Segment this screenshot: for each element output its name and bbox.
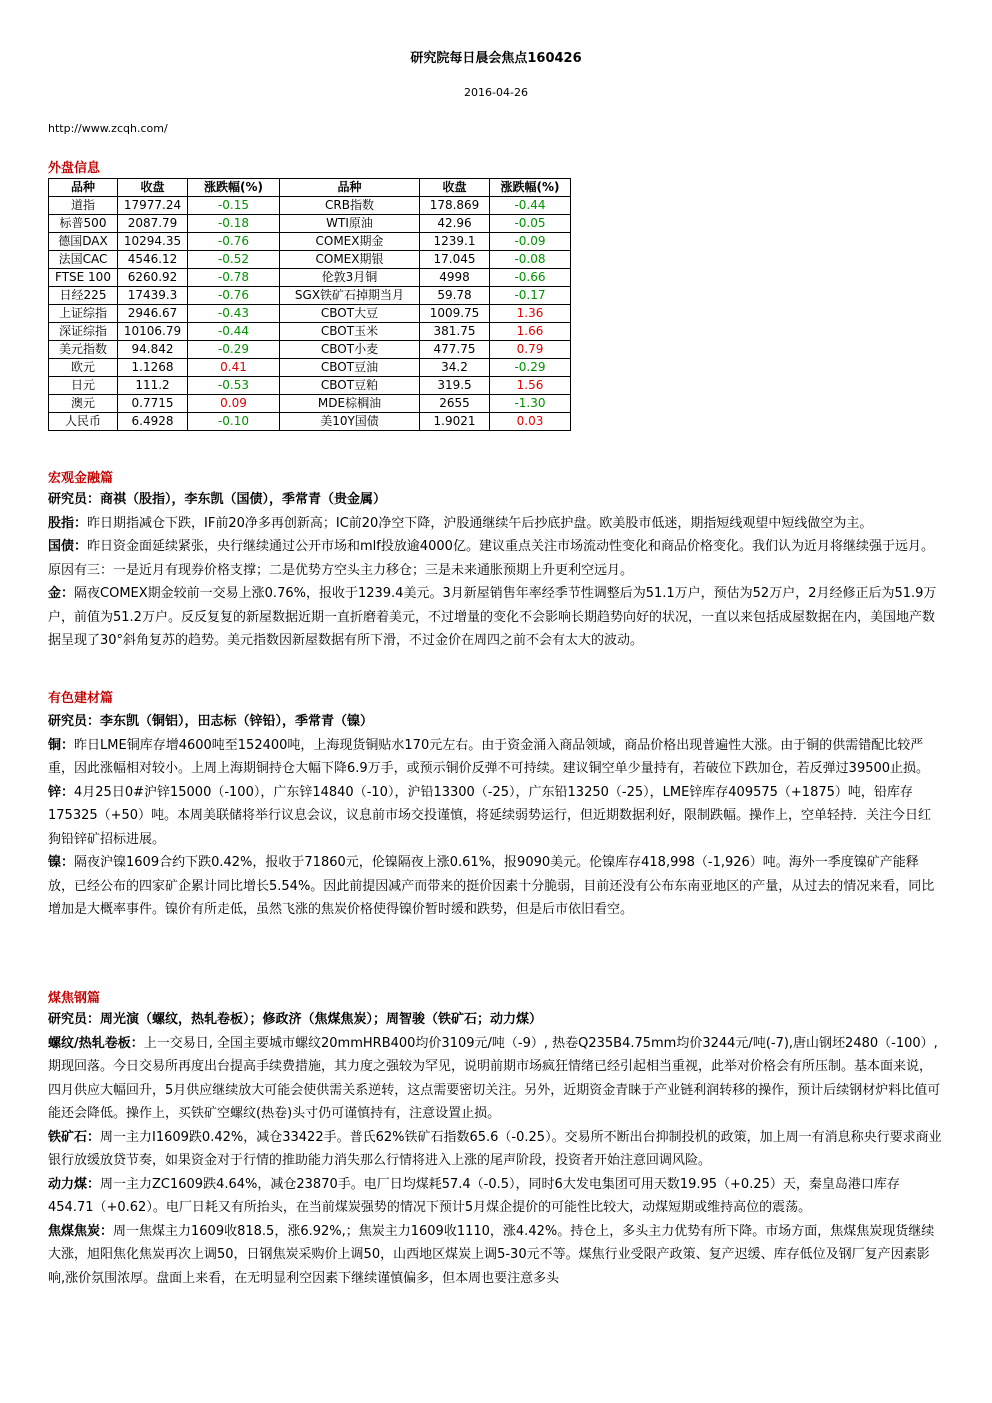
paragraph-text: 4月25日0#沪锌15000（-100），广东锌14840（-10），沪铅13300（-25），广东铅13250（-25），LME锌库存409575（+1875）吨，铅库存175325（+50）吨。本周美联储将举行议息会议，议息前市场交投谨慎，将延续弱势运行，但近期数据利好，限制跌幅。操作上，空单轻持．关注今日红狗铅锌矿招标进展。 [48, 784, 932, 847]
cell-product-2: COMEX期金 [280, 233, 420, 251]
cell-close-2: 178.869 [420, 197, 490, 215]
macro-researchers: 研究员：商祺（股指），李东凯（国债），季常青（贵金属） [48, 492, 387, 507]
cell-change: -0.29 [188, 341, 280, 359]
table-row [49, 287, 571, 305]
paragraph-label: 锌： [48, 784, 75, 800]
cell-product: 深证综指 [49, 323, 118, 341]
header-change-2: 涨跌幅(%) [490, 179, 571, 197]
cell-close: 17977.24 [118, 197, 188, 215]
cell-product-2: SGX铁矿石掉期当月 [280, 287, 420, 305]
cell-product: 美元指数 [49, 341, 118, 359]
cell-change: 0.41 [188, 359, 280, 377]
cell-close: 17439.3 [118, 287, 188, 305]
coal-researchers: 研究员：周光演（螺纹，热轧卷板）；修政济（焦煤焦炭）；周智骏（铁矿石；动力煤） [48, 1012, 543, 1027]
paragraph-label: 焦煤焦炭： [48, 1223, 114, 1239]
paragraph-text: 上一交易日, 全国主要城市螺纹20mmHRB400均价3109元/吨（-9）, 热卷Q235B4.75mm均价3244元/吨(-7),唐山钢坯2480（-100）,期现回落。今日交易所再度出台提高手续费措施，其力度之强较为罕见，说明前期市场疯狂情绪已经引起相当重视，此举对价格会有所压制。基本面来说，四月供应大幅回升，5月供应继续放大可能会使供需关系逆转，这点需要密切关注。另外，近期资金青睐于产业链利润转移的操作，预计后续钢材炉料比值可能还会降低。操作上，买铁矿空螺纹(热卷)头寸仍可谨慎持有，注意设置止损。 [48, 1035, 941, 1121]
cell-close-2: 59.78 [420, 287, 490, 305]
cell-change: -0.53 [188, 377, 280, 395]
cell-close-2: 319.5 [420, 377, 490, 395]
cell-close: 4546.12 [118, 251, 188, 269]
cell-change-2: 1.36 [490, 305, 571, 323]
table-row [49, 377, 571, 395]
cell-change-2: 1.66 [490, 323, 571, 341]
macro-paragraph-bond [48, 535, 944, 582]
coal-paragraph-iron-ore [48, 1126, 944, 1173]
cell-change: -0.15 [188, 197, 280, 215]
table-row [49, 197, 571, 215]
cell-close: 94.842 [118, 341, 188, 359]
paragraph-text: 昨日LME铜库存增4600吨至152400吨，上海现货铜贴水170元左右。由于资金涌入商品领域，商品价格出现普遍性大涨。由于铜的供需错配比较严重，因此涨幅相对较小。上周上海期铜持仓大幅下降6.9万手，或预示铜价反弹不可持续。建议铜空单少量持有，若破位下跌加仓，若反弹过39500止损。 [48, 737, 930, 776]
cell-close-2: 1009.75 [420, 305, 490, 323]
page-title: 研究院每日晨会焦点160426 [410, 51, 582, 66]
paragraph-text: 隔夜COMEX期金较前一交易上涨0.76%，报收于1239.4美元。3月新屋销售年率经季节性调整后为51.1万户，预估为52万户，2月经修正后为51.9万户，前值为51.2万户。反反复复的新屋数据近期一直折磨着美元，不过增量的变化不会影响长期趋势向好的状况，一直以来包括成屋数据在内，美国地产数据呈现了30°斜角复苏的趋势。美元指数因新屋数据有所下滑，不过金价在周四之前不会有太大的波动。 [48, 586, 937, 648]
cell-product: 法国CAC [49, 251, 118, 269]
metals-paragraph-nickel [48, 851, 944, 922]
cell-close: 111.2 [118, 377, 188, 395]
paragraph-text: 昨日期指减仓下跌，IF前20净多再创新高；IC前20净空下降，沪股通继续午后抄底护盘。欧美股市低迷，期指短线观望中短线做空为主。 [87, 515, 873, 531]
cell-product-2: COMEX期银 [280, 251, 420, 269]
metals-section [48, 710, 944, 922]
paragraph-label: 金： [48, 586, 75, 601]
metals-researchers: 研究员：李东凯（铜铝），田志标（锌铅），季常青（镍） [48, 714, 374, 729]
cell-change: -0.10 [188, 413, 280, 431]
paragraph-text: 周一焦煤主力1609收818.5，涨6.92%,；焦炭主力1609收1110，涨4.42%。持仓上，多头主力优势有所下降。市场方面，焦煤焦炭现货继续大涨，旭阳焦化焦炭再次上调50，日钢焦炭采购价上调50，山西地区煤炭上调5-30元不等。煤焦行业受限产政策、复产迟缓、库存低位及钢厂复产因素影响,涨价氛围浓厚。盘面上来看，在无明显利空因素下继续谨慎偏多，但本周也要注意多头 [48, 1223, 935, 1286]
coal-paragraph-rebar [48, 1032, 944, 1126]
cell-product: 日经225 [49, 287, 118, 305]
macro-paragraph-gold [48, 582, 944, 653]
cell-change-2: 0.03 [490, 413, 571, 431]
cell-product-2: CRB指数 [280, 197, 420, 215]
paragraph-text: 隔夜沪镍1609合约下跌0.42%，报收于71860元，伦镍隔夜上涨0.61%，报9090美元。伦镍库存418,998（-1,926）吨。海外一季度镍矿产能释放，已经公布的四家矿企累计同比增长5.54%。因此前提因减产而带来的挺价因素十分脆弱，目前还没有公布东南亚地区的产量，从过去的情况来看，同比增加是大概率事件。镍价有所走低，虽然飞涨的焦炭价格使得镍价暂时缓和跌势，但是后市依旧看空。 [48, 855, 935, 917]
cell-close-2: 1.9021 [420, 413, 490, 431]
paragraph-label: 国债： [48, 539, 88, 554]
cell-change: 0.09 [188, 395, 280, 413]
cell-close-2: 34.2 [420, 359, 490, 377]
cell-change: -0.52 [188, 251, 280, 269]
header-product: 品种 [49, 179, 118, 197]
cell-product-2: WTI原油 [280, 215, 420, 233]
cell-change: -0.18 [188, 215, 280, 233]
cell-change-2: -0.66 [490, 269, 571, 287]
metals-paragraph-copper [48, 734, 944, 781]
cell-product: 人民币 [49, 413, 118, 431]
table-row [49, 215, 571, 233]
cell-product: 日元 [49, 377, 118, 395]
cell-product-2: CBOT大豆 [280, 305, 420, 323]
cell-close: 10106.79 [118, 323, 188, 341]
metals-paragraph-zinc [48, 781, 944, 852]
macro-paragraph-stock [48, 512, 944, 536]
table-row [49, 269, 571, 287]
paragraph-label: 股指： [48, 515, 88, 531]
coal-paragraph-thermal-coal [48, 1173, 944, 1220]
paragraph-text: 周一主力I1609跌0.42%，减仓33422手。普氏62%铁矿石指数65.6（-0.25）。交易所不断出台抑制投机的政策，加上周一有消息称央行要求商业银行放缓放贷节奏，如果资金对于行情的推助能力消失那么行情将进入上涨的尾声阶段，投资者开始注意回调风险。 [48, 1129, 942, 1168]
report-date: 2016-04-26 [464, 86, 528, 99]
cell-change-2: 1.56 [490, 377, 571, 395]
cell-close-2: 2655 [420, 395, 490, 413]
paragraph-text: 昨日资金面延续紧张，央行继续通过公开市场和mlf投放逾4000亿。建议重点关注市场流动性变化和商品价格变化。我们认为近月将继续强于远月。原因有三：一是近月有现券价格支撑；二是优势方空头主力移仓；三是未来通胀预期上升更利空远月。 [48, 539, 934, 578]
paragraph-label: 铜： [48, 737, 75, 753]
market-table [48, 178, 571, 431]
cell-close-2: 381.75 [420, 323, 490, 341]
cell-close-2: 1239.1 [420, 233, 490, 251]
cell-product: 上证综指 [49, 305, 118, 323]
cell-product-2: 美10Y国债 [280, 413, 420, 431]
table-row [49, 323, 571, 341]
cell-close-2: 477.75 [420, 341, 490, 359]
table-row [49, 305, 571, 323]
cell-change-2: -0.05 [490, 215, 571, 233]
cell-close: 6.4928 [118, 413, 188, 431]
cell-change: -0.76 [188, 233, 280, 251]
cell-change: -0.44 [188, 323, 280, 341]
cell-change-2: -0.44 [490, 197, 571, 215]
cell-change: -0.78 [188, 269, 280, 287]
cell-product: FTSE 100 [49, 269, 118, 287]
cell-change-2: -1.30 [490, 395, 571, 413]
cell-product-2: CBOT玉米 [280, 323, 420, 341]
cell-product-2: CBOT小麦 [280, 341, 420, 359]
header-change: 涨跌幅(%) [188, 179, 280, 197]
cell-change-2: -0.08 [490, 251, 571, 269]
paragraph-label: 螺纹/热轧卷板： [48, 1035, 144, 1051]
cell-close-2: 17.045 [420, 251, 490, 269]
cell-product-2: MDE棕榈油 [280, 395, 420, 413]
table-row [49, 395, 571, 413]
table-row [49, 341, 571, 359]
cell-product: 德国DAX [49, 233, 118, 251]
paragraph-text: 周一主力ZC1609跌4.64%，减仓23870手。电厂日均煤耗57.4（-0.5），同时6大发电集团可用天数19.95（+0.25）天，秦皇岛港口库存454.71（+0.62）。电厂日耗又有所抬头，在当前煤炭强势的情况下预计5月煤企提价的可能性比较大，动煤短期或维持高位的震荡。 [48, 1176, 900, 1215]
header-close: 收盘 [118, 179, 188, 197]
cell-product: 欧元 [49, 359, 118, 377]
cell-change-2: -0.29 [490, 359, 571, 377]
cell-close: 0.7715 [118, 395, 188, 413]
cell-product-2: CBOT豆粕 [280, 377, 420, 395]
cell-change-2: -0.09 [490, 233, 571, 251]
cell-change: -0.76 [188, 287, 280, 305]
cell-product-2: CBOT豆油 [280, 359, 420, 377]
header-product-2: 品种 [280, 179, 420, 197]
paragraph-label: 镍： [48, 855, 75, 870]
table-row [49, 413, 571, 431]
paragraph-label: 动力煤： [48, 1176, 101, 1192]
cell-close-2: 42.96 [420, 215, 490, 233]
coal-section [48, 1008, 944, 1290]
cell-close: 2946.67 [118, 305, 188, 323]
table-header-row [49, 179, 571, 197]
cell-change-2: -0.17 [490, 287, 571, 305]
table-row [49, 251, 571, 269]
section-title-coal: 煤焦钢篇 [48, 991, 101, 1006]
section-title-metals: 有色建材篇 [48, 691, 114, 706]
cell-product-2: 伦敦3月铜 [280, 269, 420, 287]
section-title-macro: 宏观金融篇 [48, 471, 114, 486]
coal-paragraph-coking-coal [48, 1220, 944, 1291]
table-row [49, 233, 571, 251]
cell-close: 1.1268 [118, 359, 188, 377]
cell-change: -0.43 [188, 305, 280, 323]
paragraph-label: 铁矿石： [48, 1129, 101, 1145]
cell-close: 10294.35 [118, 233, 188, 251]
cell-change-2: 0.79 [490, 341, 571, 359]
macro-section [48, 488, 944, 653]
cell-close-2: 4998 [420, 269, 490, 287]
cell-product: 标普500 [49, 215, 118, 233]
header-close-2: 收盘 [420, 179, 490, 197]
table-row [49, 359, 571, 377]
cell-product: 道指 [49, 197, 118, 215]
section-title-foreign: 外盘信息 [48, 161, 101, 176]
cell-close: 6260.92 [118, 269, 188, 287]
cell-product: 澳元 [49, 395, 118, 413]
cell-close: 2087.79 [118, 215, 188, 233]
website-link[interactable]: http://www.zcqh.com/ [48, 122, 168, 135]
